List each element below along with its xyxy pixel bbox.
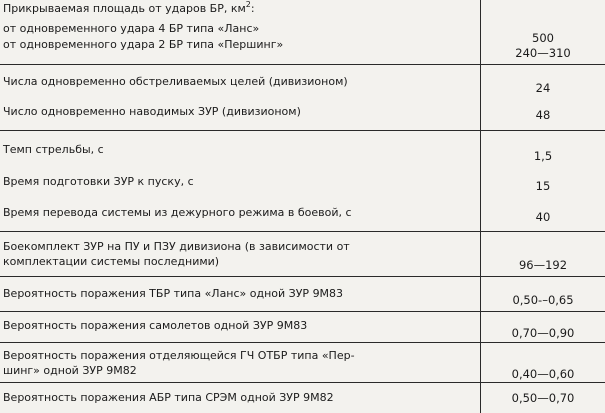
param-label: Прикрываемая площадь от ударов БР, $км^2$:	[3, 0, 255, 15]
param-label: Время перевода системы из дежурного режима в боевой, с	[3, 206, 352, 219]
column-divider	[480, 0, 481, 413]
row-divider	[0, 382, 605, 383]
row-divider	[0, 64, 605, 65]
param-value: 0,70—0,90	[511, 326, 575, 340]
param-label: Боекомплект ЗУР на ПУ и ПЗУ дивизиона (в зависимости от	[3, 240, 350, 253]
param-label: от одновременного удара 2 БР типа «Першинг»	[3, 38, 284, 51]
param-value: 0,50—0,70	[511, 391, 575, 405]
param-label-cont: шинг» одной ЗУР 9М82	[3, 364, 137, 377]
row-divider	[0, 130, 605, 131]
param-value: 500	[532, 31, 554, 45]
param-label: Число одновременно наводимых ЗУР (дивизионом)	[3, 105, 301, 118]
param-value: 96—192	[518, 258, 568, 272]
param-label: Вероятность поражения самолетов одной ЗУР 9М83	[3, 319, 308, 332]
row-divider	[0, 342, 605, 343]
param-value: 40	[535, 210, 551, 224]
param-label: Вероятность поражения отделяющейся ГЧ ОТБР типа «Пер-	[3, 349, 355, 362]
param-label: Время подготовки ЗУР к пуску, с	[3, 175, 194, 188]
param-label-cont: комплектации системы последними)	[3, 255, 220, 268]
param-value: 0,40—0,60	[511, 367, 575, 381]
param-value: 240—310	[515, 46, 571, 60]
param-value: 1,5	[533, 149, 553, 163]
param-label: от одновременного удара 4 БР типа «Ланс»	[3, 22, 260, 35]
row-divider	[0, 276, 605, 277]
param-value: 15	[535, 179, 551, 193]
param-label: Вероятность поражения АБР типа СРЭМ одной ЗУР 9М82	[3, 391, 334, 404]
param-label: Числа одновременно обстреливаемых целей (дивизионом)	[3, 75, 348, 88]
param-value: 48	[535, 108, 551, 122]
param-label: Вероятность поражения ТБР типа «Ланс» одной ЗУР 9М83	[3, 287, 344, 300]
param-value: 24	[535, 81, 551, 95]
param-label: Темп стрельбы, с	[3, 143, 104, 156]
row-divider	[0, 231, 605, 232]
row-divider	[0, 311, 605, 312]
param-value: 0,50-–0,65	[512, 293, 574, 307]
